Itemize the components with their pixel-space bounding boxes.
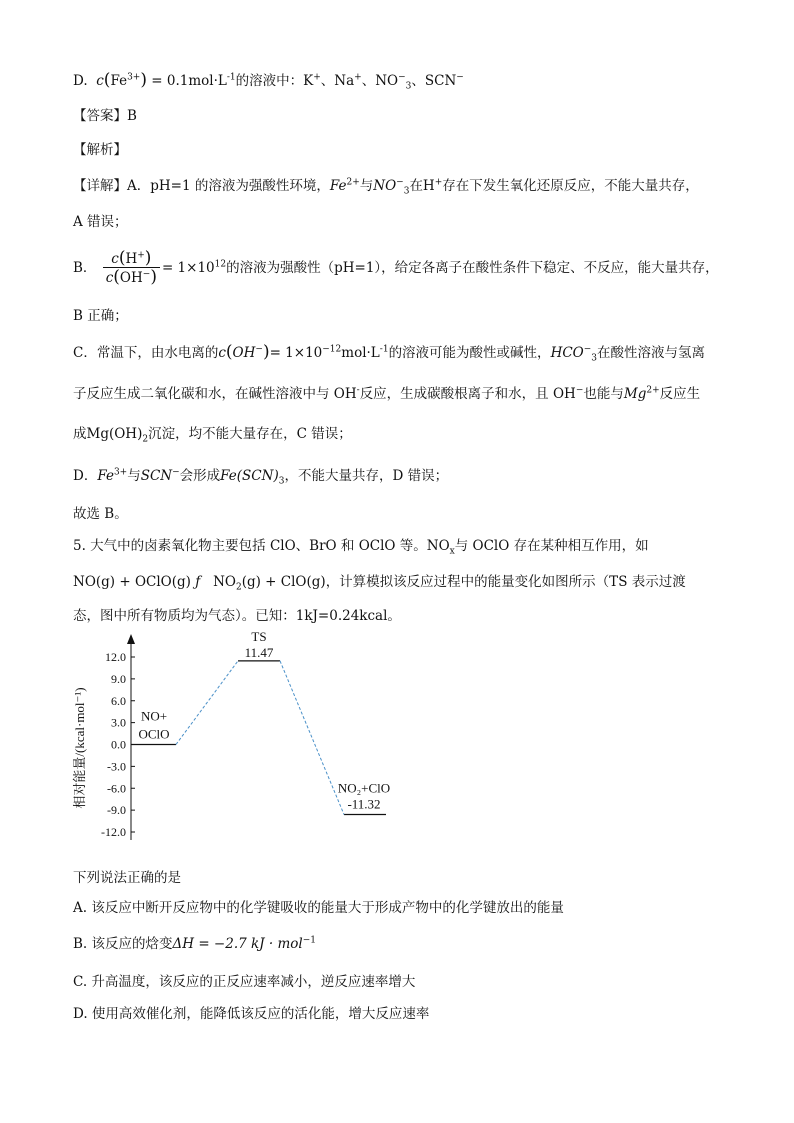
y-tick-label: -6.0 xyxy=(107,781,126,796)
explain-b-line1: B． $\frac{c(H^+)}{c(OH^-)}$ = $1\times 10^{12}$的溶液为强酸性（pH=1），给定各离子在酸性条件下稳定、不反应，能大量共存， xyxy=(73,248,719,287)
option-b[interactable]: B. 该反应的焓变ΔH = −2.7 kJ · mol$^{-1}$ xyxy=(73,935,316,952)
product-value-label: -11.32 xyxy=(347,796,381,812)
option-d[interactable]: D. 使用高效催化剂，能降低该反应的活化能，增大反应速率 xyxy=(73,1006,430,1022)
option-c[interactable]: C. 升高温度，该反应的正反应速率减小，逆反应速率增大 xyxy=(73,974,416,990)
y-axis xyxy=(101,634,135,840)
explain-d-line: D．$Fe^{3+}$与SCN−会形成$Fe(SCN)_3$，不能大量共存，D 错误； xyxy=(73,467,449,487)
y-tick-label: 6.0 xyxy=(111,693,126,708)
transition-path-1 xyxy=(280,661,344,815)
conclusion: 故选 B。 xyxy=(73,506,128,522)
explain-a-line2: A 错误； xyxy=(73,214,128,230)
fraction-h-oh: $\frac{c(H^+)}{c(OH^-)}$ xyxy=(103,250,160,287)
explain-c-line1: C．常温下，由水电离的$c(OH^-)= 1\times 10^{-12}mol\cdot L^{-1}$的溶液可能为酸性或碱性，$HCO^-_3$在酸性溶液与氢离 xyxy=(73,342,706,364)
y-tick-label: 0.0 xyxy=(111,737,126,752)
ts-label: TS xyxy=(251,632,267,644)
explain-a-line1: 【详解】A．pH=1 的溶液为强酸性环境，$Fe^{2+}$与$NO^-_3$在H+存在下发生氧化还原反应，不能大量共存， xyxy=(73,177,699,197)
y-tick-label: 12.0 xyxy=(105,650,126,664)
reactant-label-2: OClO xyxy=(138,726,170,742)
y-tick-label: -3.0 xyxy=(107,759,126,774)
q5-question: 下列说法正确的是 xyxy=(73,870,181,886)
q5-line2: NO(g) + OClO(g) ƒ $NO_2(g) + ClO(g)$，计算模拟该反应过程中的能量变化如图所示（TS 表示过渡 xyxy=(73,574,686,593)
y-tick-label: -12.0 xyxy=(101,825,126,839)
y-tick-label: -9.0 xyxy=(107,803,126,818)
q4-option-d: D. $c(Fe^{3+}) = 0.1mol\cdot L^{-1}$的溶液中：K+、Na+、$NO^-_3$、SCN− xyxy=(73,70,464,92)
transition-path-0 xyxy=(176,661,238,745)
q5-line1: 5. 大气中的卤素氧化物主要包括 ClO、BrO 和 OClO 等。$NO_x$与 OClO 存在某种相互作用，如 xyxy=(73,538,649,557)
answer-label: 【答案】B xyxy=(73,108,137,124)
analysis-label: 【解析】 xyxy=(73,142,127,158)
product-label: NO₂+ClO xyxy=(337,780,391,796)
q5-line3: 态，图中所有物质均为气态）。已知：1kJ=0.24kcal。 xyxy=(73,608,401,624)
y-axis-arrow xyxy=(127,634,135,644)
y-tick-label: 3.0 xyxy=(111,715,126,730)
y-tick-label: 9.0 xyxy=(111,671,126,686)
energy-diagram xyxy=(60,632,420,852)
level-labels xyxy=(138,632,390,812)
reactant-label: NO+ xyxy=(140,708,168,724)
explain-c-line2: 子反应生成二氧化碳和水，在碱性溶液中与 OH-反应，生成碳酸根离子和水，且 OH−也能与$Mg^{2+}$反应生 xyxy=(73,385,701,402)
y-axis-label: 相对能量/(kcal·mol⁻¹) xyxy=(72,687,87,809)
explain-c-line3: 成$Mg(OH)_2$沉淀，均不能大量存在，C 错误； xyxy=(73,426,352,445)
ts-value-label: 11.47 xyxy=(244,644,274,660)
option-a[interactable]: A. 该反应中断开反应物中的化学键吸收的能量大于形成产物中的化学键放出的能量 xyxy=(73,900,564,916)
explain-b-line2: B 正确； xyxy=(73,308,128,324)
